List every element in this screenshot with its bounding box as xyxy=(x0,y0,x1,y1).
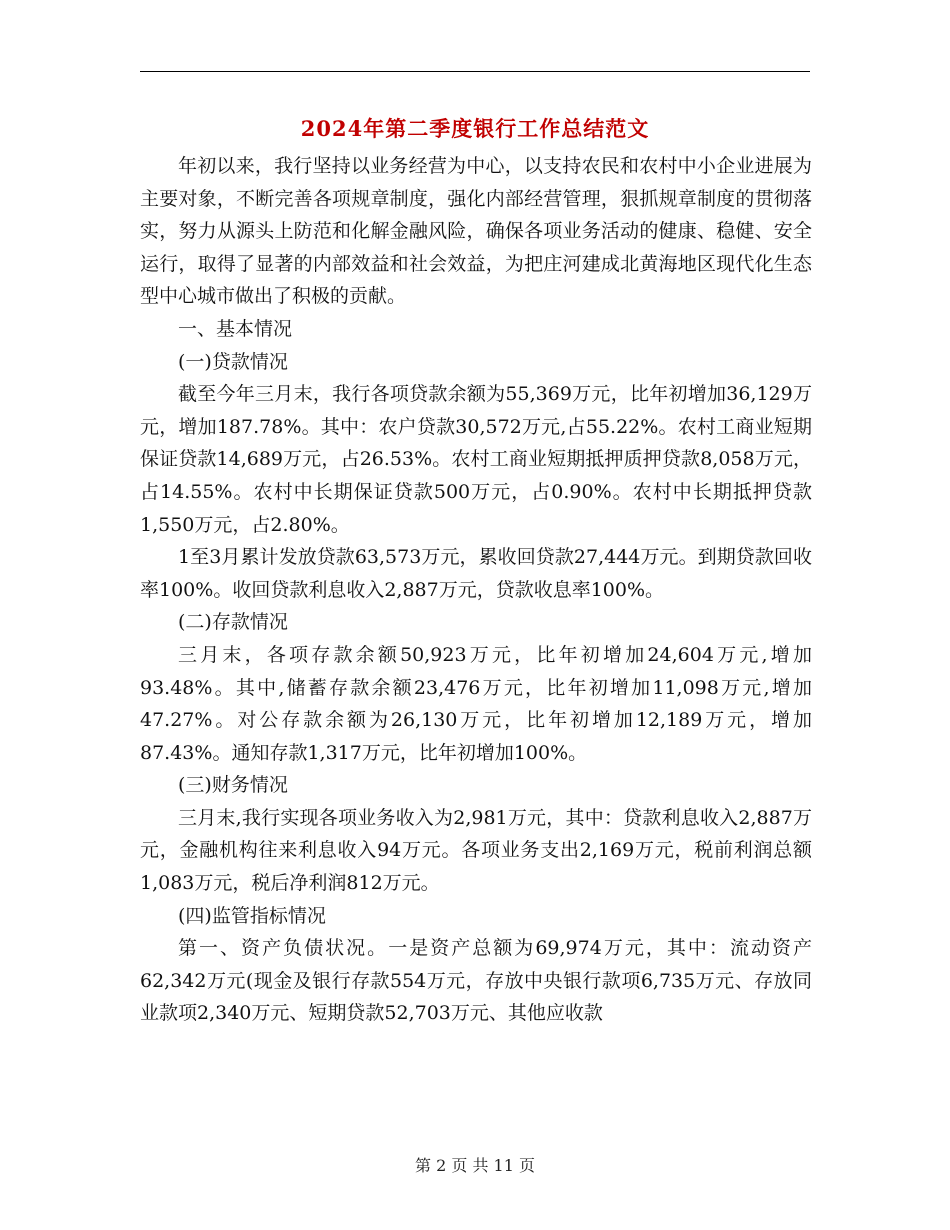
paragraph-loans: 截至今年三月末，我行各项贷款余额为55,369万元，比年初增加36,129万元，增加187.78%。其中：农户贷款30,572万元,占55.22%。农村工商业短期保证贷款14,689万元，占26.53%。农村工商业短期抵押质押贷款8,058万元，占14.55%。农村中长期保证贷款500万元，占0.90%。农村中长期抵押贷款1,550万元，占2.80%。 xyxy=(140,383,812,536)
header-rule xyxy=(140,71,810,72)
subheading-regulatory: (四)监管指标情况 xyxy=(178,904,326,927)
subheading-finance: (三)财务情况 xyxy=(178,774,288,797)
page-footer: 第 2 页 共 11 页 xyxy=(415,1156,535,1175)
document-body xyxy=(140,150,812,1030)
section-heading-basic: 一、基本情况 xyxy=(178,317,293,340)
subheading-deposits: (二)存款情况 xyxy=(178,611,288,634)
paragraph-deposits: 三月末，各项存款余额50,923万元，比年初增加24,604万元,增加93.48%。其中,储蓄存款余额23,476万元，比年初增加11,098万元,增加47.27%。对公存款余额为26,130万元，比年初增加12,189万元，增加87.43%。通知存款1,317万元，比年初增加100%。 xyxy=(140,643,812,764)
paragraph-loan-issuance: 1至3月累计发放贷款63,573万元，累收回贷款27,444万元。到期贷款回收率100%。收回贷款利息收入2,887万元，贷款收息率100%。 xyxy=(140,546,812,601)
paragraph-finance: 三月末,我行实现各项业务收入为2,981万元，其中：贷款利息收入2,887万元，金融机构往来利息收入94万元。各项业务支出2,169万元，税前利润总额1,083万元，税后净利润812万元。 xyxy=(140,806,812,895)
subheading-loans: (一)贷款情况 xyxy=(178,350,288,373)
paragraph-intro: 年初以来，我行坚持以业务经营为中心，以支持农民和农村中小企业进展为主要对象，不断完善各项规章制度，强化内部经营管理，狠抓规章制度的贯彻落实，努力从源头上防范和化解金融风险，确保各项业务活动的健康、稳健、安全运行，取得了显著的内部效益和社会效益，为把庄河建成北黄海地区现代化生态型中心城市做出了积极的贡献。 xyxy=(140,155,812,308)
document-title: 2024年第二季度银行工作总结范文 xyxy=(300,116,650,141)
paragraph-assets: 第一、资产负债状况。一是资产总额为69,974万元，其中：流动资产62,342万元(现金及银行存款554万元，存放中央银行款项6,735万元、存放同业款项2,340万元、短期贷款52,703万元、其他应收款 xyxy=(140,937,812,1025)
